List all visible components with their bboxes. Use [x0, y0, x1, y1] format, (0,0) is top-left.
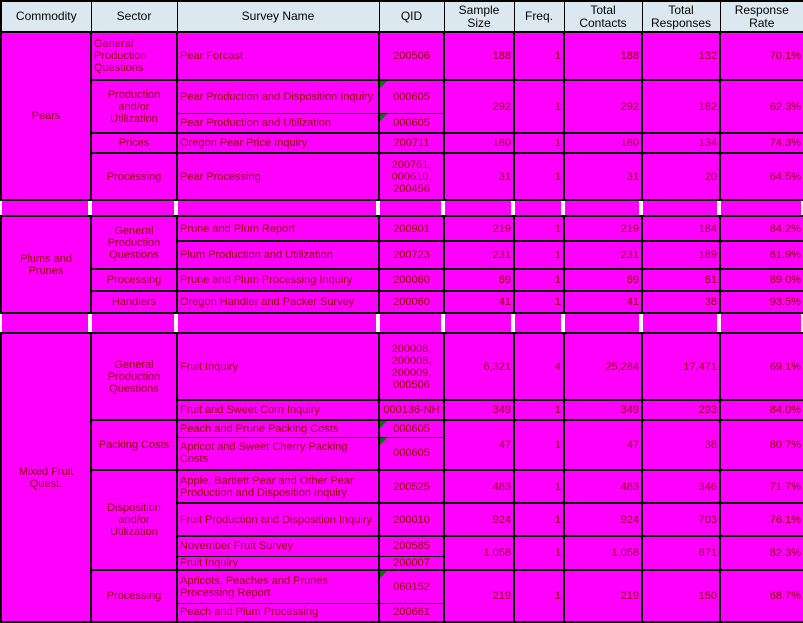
sector-cell[interactable]: Processing — [91, 153, 177, 200]
qid-value: 000605 — [393, 90, 430, 103]
total-contacts-cell[interactable]: 188 — [564, 32, 642, 80]
col-header-sample-size[interactable]: Sample Size — [444, 1, 514, 31]
freq-cell[interactable]: 1 — [514, 133, 564, 153]
survey-name-cell[interactable]: Peach and Plum Processing — [177, 603, 379, 622]
survey-name-cell[interactable]: Oregon Pear Price Inquiry — [177, 133, 379, 153]
flag-triangle-icon — [380, 421, 387, 428]
sample-size-cell[interactable]: 219 — [444, 570, 514, 622]
qid-cell[interactable]: 200901 — [379, 216, 444, 241]
col-header-freq[interactable]: Freq. — [514, 1, 564, 31]
flag-triangle-icon — [380, 81, 387, 88]
spacer-cell — [380, 201, 441, 215]
total-contacts-cell[interactable]: 1,058 — [564, 536, 642, 570]
col-header-commodity[interactable]: Commodity — [1, 1, 91, 31]
qid-cell[interactable]: 200506 — [379, 32, 444, 80]
freq-cell[interactable]: 1 — [514, 503, 564, 536]
qid-cell[interactable]: 200060 — [379, 269, 444, 291]
survey-name-cell[interactable]: Fruit Production and Disposition Inquiry — [177, 503, 379, 536]
sample-size-cell[interactable]: 231 — [444, 241, 514, 269]
qid-cell[interactable] — [379, 113, 444, 133]
response-rate-cell[interactable]: 84.0% — [720, 400, 803, 420]
freq-cell[interactable]: 1 — [514, 291, 564, 313]
total-responses-cell[interactable]: 61 — [642, 269, 720, 291]
total-responses-cell[interactable]: 38 — [642, 420, 720, 470]
section-pears — [0, 31, 803, 201]
spacer-cell — [721, 201, 801, 215]
sample-size-cell[interactable]: 349 — [444, 400, 514, 420]
qid-cell[interactable] — [379, 420, 444, 437]
total-responses-cell[interactable]: 182 — [642, 80, 720, 133]
response-rate-cell[interactable]: 64.5% — [720, 153, 803, 200]
section-plums-and-prunes — [0, 215, 803, 314]
response-rate-cell[interactable]: 74.3% — [720, 133, 803, 153]
total-responses-cell[interactable]: 346 — [642, 470, 720, 503]
col-header-sector[interactable]: Sector — [91, 1, 177, 31]
sample-size-cell[interactable]: 41 — [444, 291, 514, 313]
freq-cell[interactable]: 1 — [514, 32, 564, 80]
col-header-response-rate[interactable]: Response Rate — [720, 1, 803, 31]
qid-value: 000605 — [393, 116, 430, 129]
response-rate-cell[interactable]: 70.1% — [720, 32, 803, 80]
freq-cell[interactable]: 4 — [514, 333, 564, 400]
freq-cell[interactable]: 1 — [514, 536, 564, 570]
total-contacts-cell[interactable]: 25,284 — [564, 333, 642, 400]
total-contacts-cell[interactable]: 349 — [564, 400, 642, 420]
spacer-cell — [178, 201, 376, 215]
qid-cell[interactable]: 200525 — [379, 470, 444, 503]
survey-name-cell[interactable]: Prune and Plum Processing Inquiry — [177, 269, 379, 291]
spacer-cell — [565, 314, 639, 332]
survey-name-cell[interactable]: November Fruit Survey — [177, 536, 379, 556]
response-rate-cell[interactable]: 81.9% — [720, 241, 803, 269]
qid-value: 000605 — [393, 422, 430, 435]
total-responses-cell[interactable]: 293 — [642, 400, 720, 420]
spacer-cell — [643, 201, 717, 215]
sector-cell[interactable]: Prices — [91, 133, 177, 153]
spacer-cell — [565, 201, 639, 215]
qid-cell[interactable]: 200723 — [379, 241, 444, 269]
flag-triangle-icon — [380, 438, 387, 445]
col-header-total-contacts[interactable]: Total Contacts — [564, 1, 642, 31]
sample-size-cell[interactable]: 1,058 — [444, 536, 514, 570]
survey-name-cell[interactable]: Apricot and Sweet Cherry Packing Costs — [177, 437, 379, 470]
survey-name-cell[interactable]: Plum Production and Utilization — [177, 241, 379, 269]
survey-name-cell[interactable]: Pear Processing — [177, 153, 379, 200]
response-rate-cell[interactable]: 93.5% — [720, 291, 803, 313]
response-rate-cell[interactable]: 71.7% — [720, 470, 803, 503]
total-contacts-cell[interactable]: 47 — [564, 420, 642, 470]
total-responses-cell[interactable]: 20 — [642, 153, 720, 200]
response-rate-cell[interactable]: 82.3% — [720, 536, 803, 570]
sector-cell[interactable]: Disposition and/or Utilization — [91, 470, 177, 570]
sector-cell[interactable]: Processing — [91, 269, 177, 291]
total-responses-cell[interactable]: 871 — [642, 536, 720, 570]
survey-name-cell[interactable]: Prune and Plum Report — [177, 216, 379, 241]
freq-cell[interactable]: 1 — [514, 241, 564, 269]
total-responses-cell[interactable]: 132 — [642, 32, 720, 80]
freq-cell[interactable]: 1 — [514, 470, 564, 503]
survey-name-cell[interactable]: Pear Forcast — [177, 32, 379, 80]
spacer-cell — [445, 314, 511, 332]
qid-cell[interactable]: 200711 — [379, 133, 444, 153]
commodity-cell[interactable]: Pears — [1, 32, 91, 200]
sample-size-cell[interactable]: 292 — [444, 80, 514, 133]
qid-cell[interactable]: 000136-NH — [379, 400, 444, 420]
sample-size-cell[interactable]: 483 — [444, 470, 514, 503]
sector-cell[interactable]: Handlers — [91, 291, 177, 313]
total-contacts-cell[interactable]: 31 — [564, 153, 642, 200]
spacer-cell — [380, 314, 441, 332]
sample-size-cell[interactable]: 188 — [444, 32, 514, 80]
total-responses-cell[interactable]: 189 — [642, 241, 720, 269]
survey-name-cell[interactable]: Apple, Bartlett Pear and Other Pear Production and Disposition Inquiry — [177, 470, 379, 503]
total-responses-cell[interactable]: 17,471 — [642, 333, 720, 400]
qid-cell[interactable]: 200008, 200008, 200009, 000506 — [379, 333, 444, 400]
qid-cell[interactable] — [379, 80, 444, 113]
survey-name-cell[interactable]: Oregon Handler and Packer Survey — [177, 291, 379, 313]
spacer-cell — [2, 314, 88, 332]
total-contacts-cell[interactable]: 483 — [564, 470, 642, 503]
spacer-cell — [515, 201, 561, 215]
freq-cell[interactable]: 1 — [514, 400, 564, 420]
qid-value: 060152 — [393, 580, 430, 593]
sector-cell[interactable]: General Production Questions — [91, 333, 177, 420]
freq-cell[interactable]: 1 — [514, 269, 564, 291]
total-contacts-cell[interactable]: 180 — [564, 133, 642, 153]
flag-triangle-icon — [380, 571, 387, 578]
total-responses-cell[interactable]: 703 — [642, 503, 720, 536]
col-header-qid[interactable]: QID — [379, 1, 444, 31]
response-rate-cell[interactable]: 89.0% — [720, 269, 803, 291]
freq-cell[interactable]: 1 — [514, 153, 564, 200]
survey-name-cell[interactable]: Fruit Inquiry — [177, 556, 379, 570]
sample-size-cell[interactable]: 180 — [444, 133, 514, 153]
sample-size-cell[interactable]: 219 — [444, 216, 514, 241]
freq-cell[interactable]: 1 — [514, 216, 564, 241]
sample-size-cell[interactable]: 31 — [444, 153, 514, 200]
survey-name-cell[interactable]: Pear Production and Disposition Inquiry — [177, 80, 379, 113]
qid-cell[interactable]: 200010 — [379, 503, 444, 536]
total-contacts-cell[interactable]: 41 — [564, 291, 642, 313]
qid-cell[interactable]: 200060 — [379, 291, 444, 313]
total-responses-cell[interactable]: 184 — [642, 216, 720, 241]
total-contacts-cell[interactable]: 219 — [564, 216, 642, 241]
col-header-survey-name[interactable]: Survey Name — [177, 1, 379, 31]
survey-name-cell[interactable]: Fruit Inquiry — [177, 333, 379, 400]
sector-cell[interactable]: Production and/or Utilization — [91, 80, 177, 133]
sample-size-cell[interactable]: 6,321 — [444, 333, 514, 400]
total-contacts-cell[interactable]: 924 — [564, 503, 642, 536]
qid-value: 000605 — [393, 447, 430, 460]
total-responses-cell[interactable]: 38 — [642, 291, 720, 313]
sector-cell[interactable]: Processing — [91, 570, 177, 622]
commodity-cell[interactable]: Mixed Fruit Quest. — [1, 333, 91, 622]
qid-cell[interactable]: 200661 — [379, 603, 444, 622]
sector-cell[interactable]: General Production Questions — [91, 32, 177, 80]
survey-name-cell[interactable]: Peach and Prune Packing Costs — [177, 420, 379, 437]
header-row — [0, 0, 803, 31]
sector-cell[interactable]: Packing Costs — [91, 420, 177, 470]
response-rate-cell[interactable]: 76.1% — [720, 503, 803, 536]
sample-size-cell[interactable]: 47 — [444, 420, 514, 470]
freq-cell[interactable]: 1 — [514, 570, 564, 622]
flag-triangle-icon — [380, 114, 387, 121]
total-contacts-cell[interactable]: 231 — [564, 241, 642, 269]
spacer-cell — [178, 314, 376, 332]
response-rate-cell[interactable]: 68.7% — [720, 570, 803, 622]
spacer-cell — [92, 201, 174, 215]
total-responses-cell[interactable]: 134 — [642, 133, 720, 153]
spacer-cell — [92, 314, 174, 332]
section-gap — [0, 314, 803, 332]
qid-cell[interactable]: 200761, 000610, 200456 — [379, 153, 444, 200]
spacer-cell — [2, 201, 88, 215]
response-rate-cell[interactable]: 84.2% — [720, 216, 803, 241]
spacer-cell — [721, 314, 801, 332]
spacer-cell — [445, 201, 511, 215]
survey-name-cell[interactable]: Apricots, Peaches and Prunes Processing Report — [177, 570, 379, 603]
col-header-total-responses[interactable]: Total Responses — [642, 1, 720, 31]
qid-cell[interactable]: 200007 — [379, 556, 444, 570]
section-gap — [0, 201, 803, 215]
commodity-cell[interactable]: Plums and Prunes — [1, 216, 91, 313]
spacer-cell — [515, 314, 561, 332]
response-rate-cell[interactable]: 80.7% — [720, 420, 803, 470]
sector-cell[interactable]: General Production Questions — [91, 216, 177, 269]
qid-cell[interactable] — [379, 437, 444, 470]
spacer-cell — [643, 314, 717, 332]
response-rate-cell[interactable]: 62.3% — [720, 80, 803, 133]
freq-cell[interactable]: 1 — [514, 80, 564, 133]
qid-cell[interactable] — [379, 570, 444, 603]
total-contacts-cell[interactable]: 69 — [564, 269, 642, 291]
total-contacts-cell[interactable]: 292 — [564, 80, 642, 133]
survey-name-cell[interactable]: Fruit and Sweet Corn Inquiry — [177, 400, 379, 420]
section-mixed-fruit — [0, 332, 803, 623]
survey-name-cell[interactable]: Pear Production and Utilization — [177, 113, 379, 133]
sample-size-cell[interactable]: 69 — [444, 269, 514, 291]
total-contacts-cell[interactable]: 219 — [564, 570, 642, 622]
response-rate-cell[interactable]: 69.1% — [720, 333, 803, 400]
sample-size-cell[interactable]: 924 — [444, 503, 514, 536]
total-responses-cell[interactable]: 150 — [642, 570, 720, 622]
freq-cell[interactable]: 1 — [514, 420, 564, 470]
qid-cell[interactable]: 200585 — [379, 536, 444, 556]
